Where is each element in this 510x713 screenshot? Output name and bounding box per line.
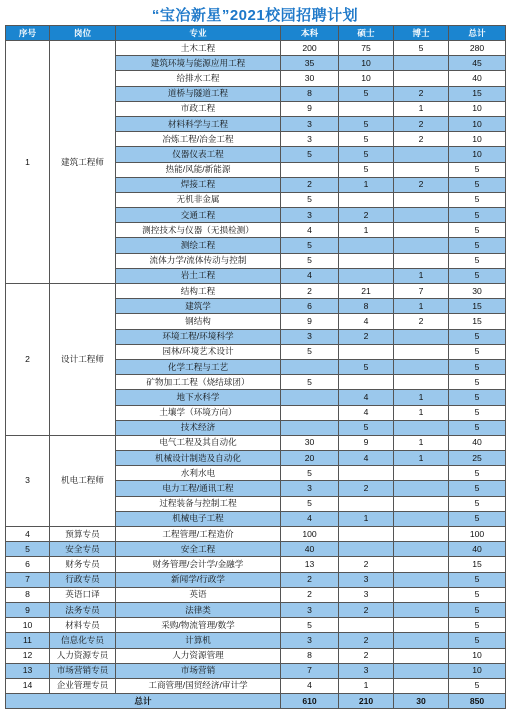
major-cell: 道桥与隧道工程 bbox=[116, 86, 281, 101]
table-row bbox=[6, 663, 506, 678]
major-cell: 测控技术与仪器（无损检测） bbox=[116, 223, 281, 238]
table-row bbox=[6, 557, 506, 572]
major-cell: 矿物加工工程（烧结球团） bbox=[116, 375, 281, 390]
major-cell: 流体力学/流体传动与控制 bbox=[116, 253, 281, 268]
major-cell: 土壤学（环境方向） bbox=[116, 405, 281, 420]
doctor-cell bbox=[394, 511, 449, 526]
row-number: 9 bbox=[6, 602, 50, 617]
master-cell: 5 bbox=[339, 359, 394, 374]
total-label: 总计 bbox=[6, 694, 281, 709]
total-sum: 850 bbox=[449, 694, 506, 709]
post-name: 建筑工程师 bbox=[50, 41, 116, 284]
total-row bbox=[6, 694, 506, 709]
page-title: “宝冶新星”2021校园招聘计划 bbox=[151, 7, 359, 24]
total-cell: 5 bbox=[449, 238, 506, 253]
master-cell: 4 bbox=[339, 314, 394, 329]
bachelor-cell: 4 bbox=[281, 511, 339, 526]
header-cell-no: 序号 bbox=[6, 26, 50, 41]
doctor-cell: 7 bbox=[394, 284, 449, 299]
total-cell: 5 bbox=[449, 618, 506, 633]
bachelor-cell: 4 bbox=[281, 678, 339, 693]
doctor-cell: 2 bbox=[394, 86, 449, 101]
total-cell: 5 bbox=[449, 466, 506, 481]
master-cell bbox=[339, 466, 394, 481]
doctor-cell bbox=[394, 162, 449, 177]
master-cell: 1 bbox=[339, 177, 394, 192]
total-cell: 5 bbox=[449, 375, 506, 390]
bachelor-cell: 5 bbox=[281, 238, 339, 253]
total-cell: 5 bbox=[449, 268, 506, 283]
major-cell: 电力工程/通讯工程 bbox=[116, 481, 281, 496]
post-name: 企业管理专员 bbox=[50, 678, 116, 693]
header-cell-master: 硕士 bbox=[339, 26, 394, 41]
bachelor-cell: 40 bbox=[281, 542, 339, 557]
row-number: 13 bbox=[6, 663, 50, 678]
bachelor-cell bbox=[281, 162, 339, 177]
total-cell: 5 bbox=[449, 602, 506, 617]
post-name: 法务专员 bbox=[50, 602, 116, 617]
doctor-cell: 2 bbox=[394, 132, 449, 147]
master-cell: 5 bbox=[339, 420, 394, 435]
doctor-cell bbox=[394, 238, 449, 253]
total-cell: 45 bbox=[449, 56, 506, 71]
total-cell: 10 bbox=[449, 116, 506, 131]
bachelor-cell: 2 bbox=[281, 284, 339, 299]
header-cell-bachelor: 本科 bbox=[281, 26, 339, 41]
master-cell bbox=[339, 268, 394, 283]
total-cell: 10 bbox=[449, 648, 506, 663]
table-row bbox=[6, 678, 506, 693]
master-cell bbox=[339, 618, 394, 633]
bachelor-cell: 3 bbox=[281, 116, 339, 131]
doctor-cell: 1 bbox=[394, 101, 449, 116]
doctor-cell bbox=[394, 542, 449, 557]
table-row bbox=[6, 633, 506, 648]
major-cell: 仪器仪表工程 bbox=[116, 147, 281, 162]
major-cell: 工程管理/工程造价 bbox=[116, 527, 281, 542]
master-cell: 21 bbox=[339, 284, 394, 299]
major-cell: 地下水科学 bbox=[116, 390, 281, 405]
post-name: 机电工程师 bbox=[50, 435, 116, 526]
doctor-cell bbox=[394, 587, 449, 602]
row-number: 4 bbox=[6, 527, 50, 542]
total-master: 210 bbox=[339, 694, 394, 709]
master-cell: 1 bbox=[339, 678, 394, 693]
total-cell: 100 bbox=[449, 527, 506, 542]
master-cell bbox=[339, 192, 394, 207]
bachelor-cell: 30 bbox=[281, 435, 339, 450]
bachelor-cell: 3 bbox=[281, 132, 339, 147]
doctor-cell bbox=[394, 147, 449, 162]
master-cell: 4 bbox=[339, 451, 394, 466]
doctor-cell bbox=[394, 618, 449, 633]
table-row bbox=[6, 587, 506, 602]
recruitment-table bbox=[5, 25, 506, 709]
master-cell: 2 bbox=[339, 648, 394, 663]
master-cell: 2 bbox=[339, 557, 394, 572]
bachelor-cell: 100 bbox=[281, 527, 339, 542]
total-bachelor: 610 bbox=[281, 694, 339, 709]
total-cell: 15 bbox=[449, 299, 506, 314]
table-row bbox=[6, 41, 506, 56]
bachelor-cell: 5 bbox=[281, 192, 339, 207]
header-cell-post: 岗位 bbox=[50, 26, 116, 41]
doctor-cell bbox=[394, 633, 449, 648]
major-cell: 水利水电 bbox=[116, 466, 281, 481]
bachelor-cell: 5 bbox=[281, 618, 339, 633]
master-cell: 8 bbox=[339, 299, 394, 314]
total-cell: 10 bbox=[449, 147, 506, 162]
header-cell-doctor: 博士 bbox=[394, 26, 449, 41]
post-name: 财务专员 bbox=[50, 557, 116, 572]
total-cell: 5 bbox=[449, 192, 506, 207]
row-number: 1 bbox=[6, 41, 50, 284]
master-cell: 1 bbox=[339, 223, 394, 238]
doctor-cell bbox=[394, 648, 449, 663]
bachelor-cell: 3 bbox=[281, 329, 339, 344]
master-cell: 2 bbox=[339, 329, 394, 344]
post-name: 设计工程师 bbox=[50, 284, 116, 436]
major-cell: 建筑学 bbox=[116, 299, 281, 314]
master-cell bbox=[339, 527, 394, 542]
doctor-cell: 2 bbox=[394, 314, 449, 329]
post-name: 人力资源专员 bbox=[50, 648, 116, 663]
master-cell: 5 bbox=[339, 147, 394, 162]
master-cell: 2 bbox=[339, 208, 394, 223]
doctor-cell bbox=[394, 253, 449, 268]
total-cell: 5 bbox=[449, 162, 506, 177]
master-cell bbox=[339, 375, 394, 390]
master-cell: 2 bbox=[339, 602, 394, 617]
post-name: 安全专员 bbox=[50, 542, 116, 557]
doctor-cell bbox=[394, 481, 449, 496]
major-cell: 材料科学与工程 bbox=[116, 116, 281, 131]
bachelor-cell: 2 bbox=[281, 587, 339, 602]
major-cell: 钢结构 bbox=[116, 314, 281, 329]
major-cell: 化学工程与工艺 bbox=[116, 359, 281, 374]
table-row bbox=[6, 284, 506, 299]
bachelor-cell bbox=[281, 359, 339, 374]
doctor-cell bbox=[394, 527, 449, 542]
doctor-cell: 1 bbox=[394, 268, 449, 283]
bachelor-cell: 4 bbox=[281, 223, 339, 238]
total-cell: 30 bbox=[449, 284, 506, 299]
master-cell: 1 bbox=[339, 511, 394, 526]
doctor-cell bbox=[394, 359, 449, 374]
doctor-cell bbox=[394, 223, 449, 238]
total-cell: 5 bbox=[449, 359, 506, 374]
total-cell: 5 bbox=[449, 420, 506, 435]
bachelor-cell: 8 bbox=[281, 86, 339, 101]
master-cell bbox=[339, 253, 394, 268]
post-name: 信息化专员 bbox=[50, 633, 116, 648]
master-cell bbox=[339, 344, 394, 359]
doctor-cell bbox=[394, 466, 449, 481]
row-number: 3 bbox=[6, 435, 50, 526]
doctor-cell bbox=[394, 329, 449, 344]
bachelor-cell: 35 bbox=[281, 56, 339, 71]
master-cell: 10 bbox=[339, 56, 394, 71]
row-number: 11 bbox=[6, 633, 50, 648]
post-name: 英语口译 bbox=[50, 587, 116, 602]
master-cell: 3 bbox=[339, 572, 394, 587]
doctor-cell: 2 bbox=[394, 116, 449, 131]
master-cell: 4 bbox=[339, 390, 394, 405]
total-cell: 5 bbox=[449, 511, 506, 526]
total-cell: 5 bbox=[449, 678, 506, 693]
major-cell: 建筑环境与能源应用工程 bbox=[116, 56, 281, 71]
master-cell: 3 bbox=[339, 587, 394, 602]
total-cell: 5 bbox=[449, 572, 506, 587]
total-cell: 15 bbox=[449, 86, 506, 101]
doctor-cell: 1 bbox=[394, 451, 449, 466]
master-cell: 2 bbox=[339, 481, 394, 496]
master-cell bbox=[339, 496, 394, 511]
doctor-cell: 1 bbox=[394, 390, 449, 405]
doctor-cell bbox=[394, 602, 449, 617]
row-number: 10 bbox=[6, 618, 50, 633]
doctor-cell bbox=[394, 678, 449, 693]
row-number: 14 bbox=[6, 678, 50, 693]
total-cell: 40 bbox=[449, 71, 506, 86]
major-cell: 机械电子工程 bbox=[116, 511, 281, 526]
table-row bbox=[6, 527, 506, 542]
bachelor-cell: 13 bbox=[281, 557, 339, 572]
bachelor-cell bbox=[281, 405, 339, 420]
master-cell bbox=[339, 542, 394, 557]
master-cell: 5 bbox=[339, 116, 394, 131]
doctor-cell bbox=[394, 557, 449, 572]
row-number: 8 bbox=[6, 587, 50, 602]
total-cell: 15 bbox=[449, 557, 506, 572]
total-cell: 5 bbox=[449, 253, 506, 268]
total-cell: 40 bbox=[449, 542, 506, 557]
master-cell: 4 bbox=[339, 405, 394, 420]
master-cell: 5 bbox=[339, 162, 394, 177]
total-cell: 25 bbox=[449, 451, 506, 466]
bachelor-cell: 30 bbox=[281, 71, 339, 86]
post-name: 预算专员 bbox=[50, 527, 116, 542]
major-cell: 焊接工程 bbox=[116, 177, 281, 192]
row-number: 5 bbox=[6, 542, 50, 557]
table-row bbox=[6, 572, 506, 587]
doctor-cell: 5 bbox=[394, 41, 449, 56]
doctor-cell: 1 bbox=[394, 435, 449, 450]
master-cell bbox=[339, 238, 394, 253]
table-row bbox=[6, 648, 506, 663]
row-number: 2 bbox=[6, 284, 50, 436]
header-row bbox=[6, 26, 506, 41]
major-cell: 给排水工程 bbox=[116, 71, 281, 86]
post-name: 市场营销专员 bbox=[50, 663, 116, 678]
bachelor-cell bbox=[281, 390, 339, 405]
bachelor-cell: 9 bbox=[281, 101, 339, 116]
post-name: 行政专员 bbox=[50, 572, 116, 587]
table-body bbox=[6, 41, 506, 694]
bachelor-cell: 9 bbox=[281, 314, 339, 329]
major-cell: 冶炼工程/冶金工程 bbox=[116, 132, 281, 147]
row-number: 6 bbox=[6, 557, 50, 572]
major-cell: 岩土工程 bbox=[116, 268, 281, 283]
major-cell: 机械设计制造及自动化 bbox=[116, 451, 281, 466]
bachelor-cell: 4 bbox=[281, 268, 339, 283]
doctor-cell bbox=[394, 420, 449, 435]
total-cell: 5 bbox=[449, 405, 506, 420]
table-row bbox=[6, 618, 506, 633]
bachelor-cell: 2 bbox=[281, 572, 339, 587]
major-cell: 人力资源管理 bbox=[116, 648, 281, 663]
major-cell: 环境工程/环境科学 bbox=[116, 329, 281, 344]
bachelor-cell: 3 bbox=[281, 602, 339, 617]
master-cell: 9 bbox=[339, 435, 394, 450]
total-cell: 5 bbox=[449, 481, 506, 496]
bachelor-cell: 5 bbox=[281, 253, 339, 268]
major-cell: 英语 bbox=[116, 587, 281, 602]
doctor-cell bbox=[394, 56, 449, 71]
table-row bbox=[6, 602, 506, 617]
major-cell: 热能/风能/新能源 bbox=[116, 162, 281, 177]
total-cell: 10 bbox=[449, 663, 506, 678]
doctor-cell bbox=[394, 663, 449, 678]
major-cell: 园林/环境艺术设计 bbox=[116, 344, 281, 359]
total-cell: 5 bbox=[449, 633, 506, 648]
post-name: 材料专员 bbox=[50, 618, 116, 633]
bachelor-cell: 5 bbox=[281, 466, 339, 481]
major-cell: 电气工程及其自动化 bbox=[116, 435, 281, 450]
doctor-cell: 1 bbox=[394, 405, 449, 420]
table-row bbox=[6, 435, 506, 450]
total-doctor: 30 bbox=[394, 694, 449, 709]
major-cell: 安全工程 bbox=[116, 542, 281, 557]
bachelor-cell: 3 bbox=[281, 633, 339, 648]
master-cell: 5 bbox=[339, 86, 394, 101]
total-cell: 5 bbox=[449, 496, 506, 511]
major-cell: 土木工程 bbox=[116, 41, 281, 56]
bachelor-cell: 20 bbox=[281, 451, 339, 466]
major-cell: 市场营销 bbox=[116, 663, 281, 678]
bachelor-cell: 5 bbox=[281, 147, 339, 162]
bachelor-cell: 5 bbox=[281, 375, 339, 390]
major-cell: 交通工程 bbox=[116, 208, 281, 223]
doctor-cell bbox=[394, 208, 449, 223]
major-cell: 市政工程 bbox=[116, 101, 281, 116]
total-cell: 40 bbox=[449, 435, 506, 450]
major-cell: 新闻学/行政学 bbox=[116, 572, 281, 587]
major-cell: 法律类 bbox=[116, 602, 281, 617]
bachelor-cell: 5 bbox=[281, 344, 339, 359]
total-cell: 5 bbox=[449, 177, 506, 192]
total-cell: 5 bbox=[449, 208, 506, 223]
bachelor-cell: 5 bbox=[281, 496, 339, 511]
doctor-cell bbox=[394, 572, 449, 587]
master-cell: 75 bbox=[339, 41, 394, 56]
header-cell-major: 专业 bbox=[116, 26, 281, 41]
bachelor-cell: 7 bbox=[281, 663, 339, 678]
master-cell: 5 bbox=[339, 132, 394, 147]
table-row bbox=[6, 542, 506, 557]
doctor-cell bbox=[394, 496, 449, 511]
major-cell: 采购/物流管理/数学 bbox=[116, 618, 281, 633]
bachelor-cell: 2 bbox=[281, 177, 339, 192]
total-cell: 280 bbox=[449, 41, 506, 56]
major-cell: 无机非金属 bbox=[116, 192, 281, 207]
bachelor-cell: 3 bbox=[281, 481, 339, 496]
bachelor-cell: 3 bbox=[281, 208, 339, 223]
header-cell-total: 总计 bbox=[449, 26, 506, 41]
doctor-cell: 2 bbox=[394, 177, 449, 192]
doctor-cell: 1 bbox=[394, 299, 449, 314]
bachelor-cell: 6 bbox=[281, 299, 339, 314]
major-cell: 测绘工程 bbox=[116, 238, 281, 253]
bachelor-cell: 200 bbox=[281, 41, 339, 56]
doctor-cell bbox=[394, 375, 449, 390]
master-cell: 10 bbox=[339, 71, 394, 86]
total-cell: 5 bbox=[449, 344, 506, 359]
major-cell: 工商管理/国贸经济/审计学 bbox=[116, 678, 281, 693]
bachelor-cell: 8 bbox=[281, 648, 339, 663]
major-cell: 结构工程 bbox=[116, 284, 281, 299]
major-cell: 财务管理/会计学/金融学 bbox=[116, 557, 281, 572]
total-cell: 10 bbox=[449, 132, 506, 147]
row-number: 7 bbox=[6, 572, 50, 587]
total-cell: 5 bbox=[449, 390, 506, 405]
total-cell: 10 bbox=[449, 101, 506, 116]
total-cell: 5 bbox=[449, 329, 506, 344]
master-cell bbox=[339, 101, 394, 116]
doctor-cell bbox=[394, 192, 449, 207]
bachelor-cell bbox=[281, 420, 339, 435]
major-cell: 计算机 bbox=[116, 633, 281, 648]
total-cell: 5 bbox=[449, 223, 506, 238]
total-cell: 15 bbox=[449, 314, 506, 329]
total-cell: 5 bbox=[449, 587, 506, 602]
doctor-cell bbox=[394, 344, 449, 359]
master-cell: 2 bbox=[339, 633, 394, 648]
major-cell: 过程装备与控制工程 bbox=[116, 496, 281, 511]
major-cell: 技术经济 bbox=[116, 420, 281, 435]
doctor-cell bbox=[394, 71, 449, 86]
row-number: 12 bbox=[6, 648, 50, 663]
master-cell: 3 bbox=[339, 663, 394, 678]
